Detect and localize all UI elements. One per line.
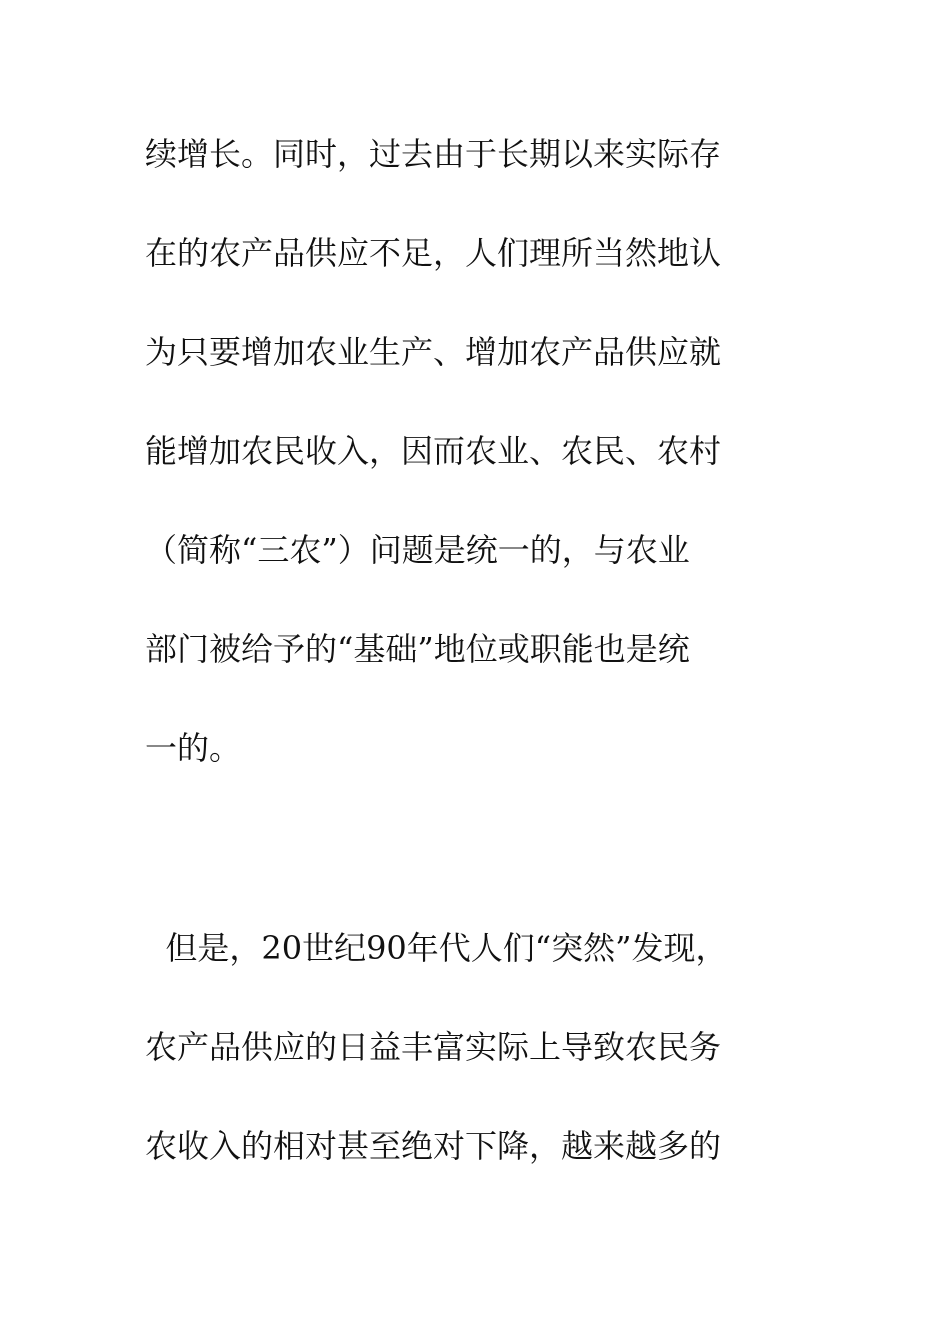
text-line: 为只要增加农业生产、增加农产品供应就 — [145, 333, 722, 371]
text-line: 部门被给予的“基础”地位或职能也是统 — [145, 630, 690, 668]
text-line: 在的农产品供应不足，人们理所当然地认 — [145, 234, 722, 272]
text-line: 但是，20世纪90年代人们“突然”发现， — [145, 929, 728, 967]
text-line: 农收入的相对甚至绝对下降，越来越多的 — [145, 1127, 722, 1165]
text-line: （简称“三农”）问题是统一的，与农业 — [145, 531, 690, 569]
text-line: 能增加农民收入，因而农业、农民、农村 — [145, 432, 722, 470]
text-line: 续增长。同时，过去由于长期以来实际存 — [145, 135, 722, 173]
text-line: 农产品供应的日益丰富实际上导致农民务 — [145, 1028, 722, 1066]
text-line: 一的。 — [145, 729, 242, 767]
